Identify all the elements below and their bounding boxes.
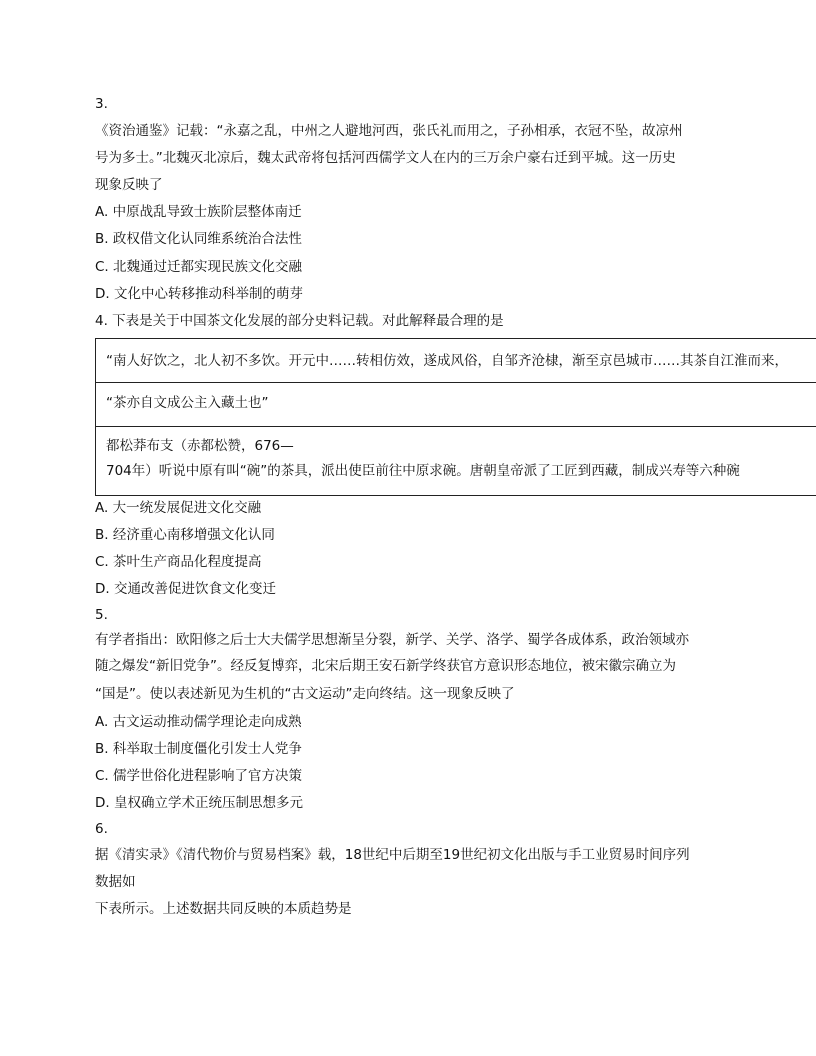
q5-option-c: C. 儒学世俗化进程影响了官方决策 [95,768,303,784]
table-row [96,339,816,383]
q5-option-a: A. 古文运动推动儒学理论走向成熟 [95,714,302,730]
q4-option-a: A. 大一统发展促进文化交融 [95,500,262,516]
q5-number: 5. [95,607,108,623]
q6-stem-line-1: 据《清实录》《清代物价与贸易档案》载，18世纪中后期至19世纪初文化出版与手工业贸易时间序列 [95,847,690,863]
table-cell-2: “茶亦自文成公主入藏土也” [106,395,269,411]
q3-option-d: D. 文化中心转移推动科举制的萌芽 [95,286,303,302]
q3-number: 3. [95,96,108,112]
q4-option-b: B. 经济重心南移增强文化认同 [95,527,275,543]
q3-stem-line-1: 《资治通鉴》记载：“永嘉之乱，中州之人避地河西，张氏礼而用之，子孙相承，衣冠不坠，故凉州 [95,123,683,139]
q3-option-c: C. 北魏通过迁都实现民族文化交融 [95,259,303,275]
q4-stem: 4. 下表是关于中国茶文化发展的部分史料记载。对此解释最合理的是 [95,313,504,329]
q6-stem-line-2: 数据如 [95,874,136,890]
q6-number: 6. [95,821,108,837]
q5-option-b: B. 科举取士制度僵化引发士人党争 [95,741,302,757]
q4-option-d: D. 交通改善促进饮食文化变迁 [95,581,276,597]
table-cell-3-line-2: 704年）听说中原有叫“碗”的茶具，派出使臣前往中原求碗。唐朝皇帝派了工匠到西藏，制成兴寿等六种碗 [106,463,740,479]
q3-option-a: A. 中原战乱导致士族阶层整体南迁 [95,204,302,220]
table-cell-1: “南人好饮之，北人初不多饮。开元中……转相仿效，遂成风俗，自邹齐沧棣，渐至京邑城市……其茶自江淮而来， [106,353,788,369]
q6-stem-line-3: 下表所示。上述数据共同反映的本质趋势是 [95,901,352,917]
q5-stem-line-3: “国是”。使以表述新见为生机的“古文运动”走向终结。这一现象反映了 [95,686,515,702]
q3-stem-line-2: 号为多士。”北魏灭北凉后，魏太武帝将包括河西儒学文人在内的三万余户豪右迁到平城。这一历史 [95,150,676,166]
q5-option-d: D. 皇权确立学术正统压制思想多元 [95,795,303,811]
q5-stem-line-2: 随之爆发“新旧党争”。经反复博弈，北宋后期王安石新学终获官方意识形态地位，被宋徽宗确立为 [95,658,676,674]
table-cell-3-line-1: 都松莽布支（赤都松赞，676— [106,438,294,454]
q3-stem-line-3: 现象反映了 [95,177,163,193]
q4-source-table [95,338,816,496]
q3-option-b: B. 政权借文化认同维系统治合法性 [95,231,302,247]
q4-option-c: C. 茶叶生产商品化程度提高 [95,554,262,570]
q5-stem-line-1: 有学者指出：欧阳修之后士大夫儒学思想渐呈分裂，新学、关学、洛学、蜀学各成体系，政治领域亦 [95,632,689,648]
table-row [96,427,816,496]
table-row [96,383,816,427]
